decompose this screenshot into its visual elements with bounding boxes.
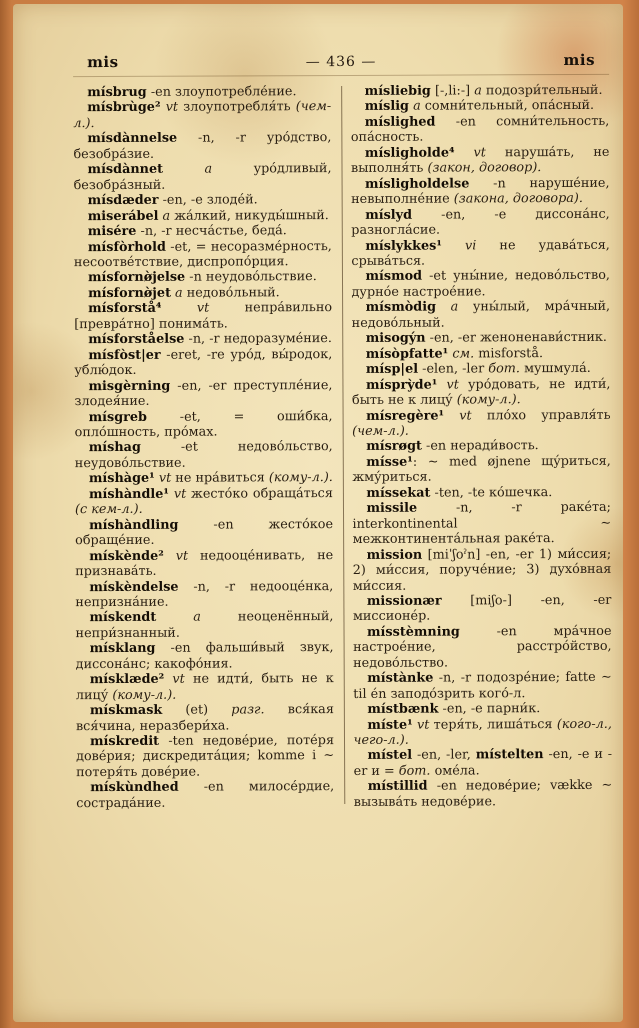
entry-text: -en, -e парни́к. bbox=[438, 701, 541, 717]
entry-text: -n неудово́льствие. bbox=[185, 269, 317, 286]
headword: mískènde² bbox=[89, 548, 164, 564]
dictionary-entry bbox=[74, 223, 332, 240]
dictionary-entry bbox=[352, 454, 611, 486]
headword: mísdànnet bbox=[87, 162, 164, 178]
dictionary-entry bbox=[74, 269, 332, 286]
dictionary-entry bbox=[353, 546, 612, 593]
dictionary-entry bbox=[353, 670, 612, 702]
entry-text: -et недово́льство, неудово́льствие. bbox=[74, 439, 333, 472]
headword: mískèndelse bbox=[89, 579, 179, 595]
entry-text: -n, -r недоразуме́ние. bbox=[184, 331, 332, 347]
entry-text: -en, -e злоде́й. bbox=[158, 192, 258, 208]
headword: mísstèmning bbox=[366, 624, 460, 640]
headword: míshag bbox=[88, 440, 141, 456]
headword: mísregère¹ bbox=[366, 408, 445, 424]
entry-label: (закон, договор). bbox=[427, 160, 542, 176]
dictionary-entry bbox=[75, 517, 333, 549]
headword: missile bbox=[366, 500, 418, 517]
headword: mísmòdig bbox=[365, 299, 437, 316]
page-number: — 436 — bbox=[305, 53, 377, 71]
entry-label: vt bbox=[164, 671, 193, 687]
headword: mísprỳde¹ bbox=[365, 377, 438, 393]
dictionary-entry bbox=[353, 593, 612, 625]
dictionary-entry bbox=[73, 99, 331, 131]
dictionary-entry bbox=[352, 330, 611, 347]
headword: míslykkes¹ bbox=[365, 238, 442, 254]
headword: místelten bbox=[475, 747, 544, 763]
dictionary-entry bbox=[74, 378, 332, 410]
entry-label: a bbox=[162, 161, 254, 178]
dictionary-entry bbox=[76, 702, 334, 734]
headword: missionær bbox=[366, 593, 442, 609]
headword: místel bbox=[367, 748, 413, 764]
right-column bbox=[351, 83, 613, 810]
headword: mísfòrhold bbox=[87, 239, 166, 255]
headword: miserábel bbox=[87, 208, 159, 224]
entry-label: a bbox=[474, 83, 486, 99]
headword: mískmask bbox=[89, 702, 163, 719]
headword: mísfornø̀jelse bbox=[87, 270, 186, 286]
entry-text: -en, -er преступле́ние, злодея́ние. bbox=[74, 377, 333, 410]
dictionary-entry bbox=[352, 407, 611, 439]
entry-text: -et уны́ние, недово́льство, дурно́е настрое́ние. bbox=[351, 268, 611, 300]
headword: mísklæde² bbox=[89, 671, 165, 688]
entry-label: vt bbox=[444, 407, 487, 424]
guide-word-right: mis bbox=[563, 50, 596, 70]
entry-text: -en мра́чное настрое́ние, расстро́йство, недово́льство. bbox=[353, 623, 612, 671]
entry-label: a bbox=[436, 299, 473, 315]
headword: mísforstå⁴ bbox=[88, 301, 162, 317]
entry-text: -n, -r уро́дство, безобра́зие. bbox=[73, 130, 332, 162]
entry-text: уро́довать, не идти́, быть не к лицу́ bbox=[351, 376, 611, 409]
entry-label: a bbox=[156, 609, 238, 626]
entry-label: см. bbox=[448, 346, 479, 362]
entry-text: [miˈʃoˀn] -en, -er 1) ми́ссия; 2) ми́ссия, поруче́ние; 3) духо́вная ми́ссия. bbox=[352, 546, 612, 594]
entry-text: уны́лый, мра́чный, недово́льный. bbox=[351, 299, 611, 331]
entry-label: vt bbox=[454, 145, 505, 161]
dictionary-entry bbox=[74, 347, 332, 379]
dictionary-entry bbox=[353, 716, 612, 748]
headword: míslyd bbox=[365, 207, 413, 223]
entry-text: -n, -r несча́стье, беда́. bbox=[136, 223, 287, 239]
dictionary-entry bbox=[75, 439, 333, 471]
headword: míssekat bbox=[366, 485, 431, 501]
dictionary-entry bbox=[352, 346, 611, 363]
entry-text: не нра́виться bbox=[175, 470, 269, 487]
entry-label: vt bbox=[163, 548, 201, 564]
entry-text: мушмула́. bbox=[524, 361, 591, 377]
entry-label: (кому-л.). bbox=[112, 687, 177, 703]
headword: mísfornø̀jet bbox=[88, 285, 172, 301]
headword: mísforståelse bbox=[88, 331, 185, 348]
dictionary-entry bbox=[74, 192, 332, 209]
dictionary-entry bbox=[75, 409, 333, 441]
entry-text: -en, -er женоненави́стник. bbox=[425, 330, 607, 346]
entry-text: наруша́ть, не выполня́ть bbox=[350, 144, 610, 177]
headword: misogýn bbox=[365, 330, 426, 347]
entry-label: vt bbox=[412, 717, 434, 733]
entry-text: -et, = несоразме́рность, несоотве́тствие, диспропо́рция. bbox=[73, 238, 332, 271]
entry-text: -en, -e диссона́нс, разногла́сие. bbox=[351, 206, 610, 239]
headword: míshàndle¹ bbox=[88, 486, 170, 502]
entry-label: (чем-л.). bbox=[73, 99, 332, 132]
headword: mísdànnelse bbox=[87, 131, 178, 147]
entry-label: (кому-л.). bbox=[456, 392, 521, 408]
headword: mísmod bbox=[365, 269, 423, 285]
dictionary-entry bbox=[353, 624, 612, 671]
entry-text: недово́льный. bbox=[186, 285, 280, 301]
dictionary-entry bbox=[351, 237, 610, 269]
dictionary-entry bbox=[74, 208, 332, 225]
dictionary-entry bbox=[76, 671, 334, 703]
headword: míshàndling bbox=[89, 517, 179, 533]
dictionary-entry bbox=[76, 640, 334, 672]
headword: mísligholde⁴ bbox=[364, 145, 455, 161]
entry-text: жесто́ко обраща́ться bbox=[191, 485, 333, 502]
entry-text: пло́хо управля́ть bbox=[486, 407, 611, 423]
headword: mískredit bbox=[89, 733, 160, 750]
entry-text: не идти́, быть не к лицу́ bbox=[75, 671, 334, 703]
headword: mísrøgt bbox=[366, 439, 422, 455]
entry-label: (чем-л.). bbox=[352, 423, 409, 439]
headword: mísfòst|er bbox=[88, 347, 161, 363]
dictionary-entry bbox=[74, 239, 332, 271]
headword: mísligholdelse bbox=[365, 176, 470, 192]
entry-text: подозри́тельный. bbox=[485, 82, 603, 99]
dictionary-entry bbox=[75, 486, 333, 518]
entry-text: -n, -r недооце́нка, непризна́ние. bbox=[75, 578, 334, 611]
guide-word-left: mis bbox=[87, 52, 119, 72]
entry-text: -en фальши́вый звук, диссона́нс; какофо́ния. bbox=[75, 640, 334, 672]
dictionary-entry bbox=[353, 701, 612, 718]
entry-text: жа́лкий, никуды́шный. bbox=[174, 207, 329, 224]
dictionary-entry bbox=[352, 361, 611, 378]
dictionary-entry bbox=[354, 778, 613, 810]
dictionary-entry bbox=[76, 779, 334, 811]
entry-text: -et, = оши́бка, опло́шность, про́мах. bbox=[74, 408, 333, 441]
scanned-dictionary-page bbox=[13, 4, 623, 1022]
dictionary-entry bbox=[354, 747, 613, 779]
headword: míslighed bbox=[364, 114, 436, 130]
entry-label: vt bbox=[168, 486, 192, 502]
dictionary-entry bbox=[351, 176, 610, 208]
entry-label: vi bbox=[441, 237, 500, 254]
entry-text: недооце́нивать, не признава́ть. bbox=[75, 547, 334, 580]
dictionary-entry bbox=[352, 376, 611, 408]
headword: misére bbox=[87, 223, 137, 240]
entry-label: vt bbox=[160, 100, 184, 116]
entry-text: -n наруше́ние, невыполне́ние bbox=[351, 175, 610, 208]
headword: míshàge¹ bbox=[88, 471, 155, 487]
entry-text: непра́вильно [превра́тно] понима́ть. bbox=[74, 300, 333, 332]
headword: míslig bbox=[364, 99, 410, 115]
headword: mission bbox=[366, 547, 423, 563]
dictionary-entry bbox=[75, 579, 333, 611]
entry-text: оме́ла. bbox=[434, 763, 480, 779]
entry-label: бот. bbox=[488, 361, 525, 377]
dictionary-entry bbox=[351, 98, 610, 115]
entry-text: -en недове́рие; vække ~ вызыва́ть недове́рие. bbox=[353, 778, 613, 810]
dictionary-entry bbox=[352, 485, 611, 502]
headword: mískendt bbox=[89, 610, 157, 626]
dictionary-entry bbox=[74, 285, 332, 302]
entry-label: (с кем-л.). bbox=[74, 502, 143, 518]
dictionary-entry bbox=[75, 470, 333, 487]
left-column bbox=[73, 84, 334, 811]
entry-text: -eret, -re уро́д, вы́родок, ублю́док. bbox=[74, 346, 333, 379]
entry-text: -ten недове́рие, поте́ря дове́рия; дискредита́ция; komme i ~ потеря́ть дове́рие. bbox=[76, 733, 335, 781]
headword: míste¹ bbox=[367, 717, 413, 733]
headword: mísklang bbox=[89, 641, 156, 657]
headword: mísp|el bbox=[365, 361, 419, 378]
headword: místbænk bbox=[367, 701, 439, 718]
entry-text: теря́ть, лиша́ться bbox=[433, 716, 557, 733]
entry-text: (et) bbox=[162, 702, 232, 718]
dictionary-entry bbox=[73, 130, 331, 162]
headword: misgèrning bbox=[88, 378, 171, 394]
headword: místànke bbox=[367, 670, 434, 687]
entry-text: -en неради́вость. bbox=[421, 438, 539, 455]
two-column-text-block bbox=[73, 83, 612, 812]
headword: mísse¹ bbox=[366, 454, 413, 470]
entry-text: misforstå. bbox=[478, 345, 544, 362]
entry-text: [-,li:-] bbox=[430, 83, 475, 99]
headword: mísbrug bbox=[87, 84, 147, 101]
entry-text: [miʃo-] -en, -er миссионе́р. bbox=[352, 592, 612, 625]
entry-text: -en, -e и -er и = bbox=[353, 747, 613, 779]
entry-text: -en, -ler, bbox=[412, 747, 476, 764]
headword: mísgreb bbox=[88, 409, 148, 425]
entry-text: -en жесто́кое обраще́ние. bbox=[75, 516, 334, 549]
entry-label: vt bbox=[161, 300, 245, 317]
entry-text: сомни́тельный, опа́сный. bbox=[424, 98, 595, 115]
dictionary-entry bbox=[75, 609, 333, 641]
dictionary-entry bbox=[73, 84, 331, 101]
dictionary-entry bbox=[351, 114, 610, 146]
entry-label: vt bbox=[154, 471, 176, 487]
entry-text: не удава́ться, срыва́ться. bbox=[351, 237, 610, 269]
dictionary-entry bbox=[351, 268, 610, 300]
dictionary-entry bbox=[74, 331, 332, 348]
entry-text: -en милосе́рдие, сострада́ние. bbox=[76, 779, 335, 812]
entry-label: (закона, договора). bbox=[453, 191, 583, 207]
headword: mísòpfatte¹ bbox=[365, 346, 449, 362]
entry-label: разг. bbox=[231, 702, 288, 718]
headword: mískùndhed bbox=[90, 780, 179, 796]
entry-label: a bbox=[170, 285, 187, 301]
entry-text: -n, -r подозре́ние; fatte ~ til én заподо́зрить кого́-л. bbox=[353, 670, 612, 702]
entry-label: a bbox=[408, 99, 425, 115]
entry-text: -ten, -te ко́шечка. bbox=[430, 484, 553, 501]
dictionary-entry bbox=[352, 438, 611, 455]
headword: mísdæder bbox=[87, 192, 159, 209]
dictionary-entry bbox=[351, 206, 610, 238]
dictionary-entry bbox=[76, 733, 334, 780]
headword: místillid bbox=[367, 779, 428, 795]
entry-label: a bbox=[158, 208, 175, 224]
entry-label: (кого-л., чего-л.). bbox=[353, 716, 612, 748]
entry-label: vt bbox=[437, 377, 469, 393]
headword: mísbrùge² bbox=[87, 100, 161, 116]
dictionary-entry bbox=[352, 500, 611, 547]
entry-text: -en злоупотребле́ние. bbox=[146, 84, 297, 100]
entry-label: (кому-л.). bbox=[268, 470, 333, 486]
dictionary-entry bbox=[74, 300, 332, 332]
entry-text: -en сомни́тельность, опа́сность. bbox=[350, 113, 610, 146]
headword: mísliebig bbox=[364, 83, 431, 99]
dictionary-entry bbox=[73, 161, 331, 193]
dictionary-entry bbox=[352, 299, 611, 331]
entry-text: уро́дливый, безобра́зный. bbox=[73, 161, 332, 193]
dictionary-entry bbox=[351, 145, 610, 177]
dictionary-entry bbox=[75, 548, 333, 580]
entry-text: неоценённый, непри́знанный. bbox=[75, 609, 334, 642]
dictionary-entry bbox=[351, 83, 610, 100]
entry-text: злоупотребля́ть bbox=[183, 99, 296, 116]
entry-text: -n, -r раке́та; interkontinental ~ межконтинента́льная раке́та. bbox=[352, 500, 612, 548]
entry-text: : ~ med øjnene щу́риться, жму́риться. bbox=[352, 453, 611, 486]
entry-text: -elen, -ler bbox=[418, 361, 489, 377]
page-content bbox=[73, 51, 613, 1022]
entry-text: вся́кая вся́чина, неразбери́ха. bbox=[75, 702, 334, 734]
entry-label: бот. bbox=[398, 763, 435, 779]
running-head bbox=[73, 51, 609, 77]
column-divider bbox=[341, 86, 345, 804]
